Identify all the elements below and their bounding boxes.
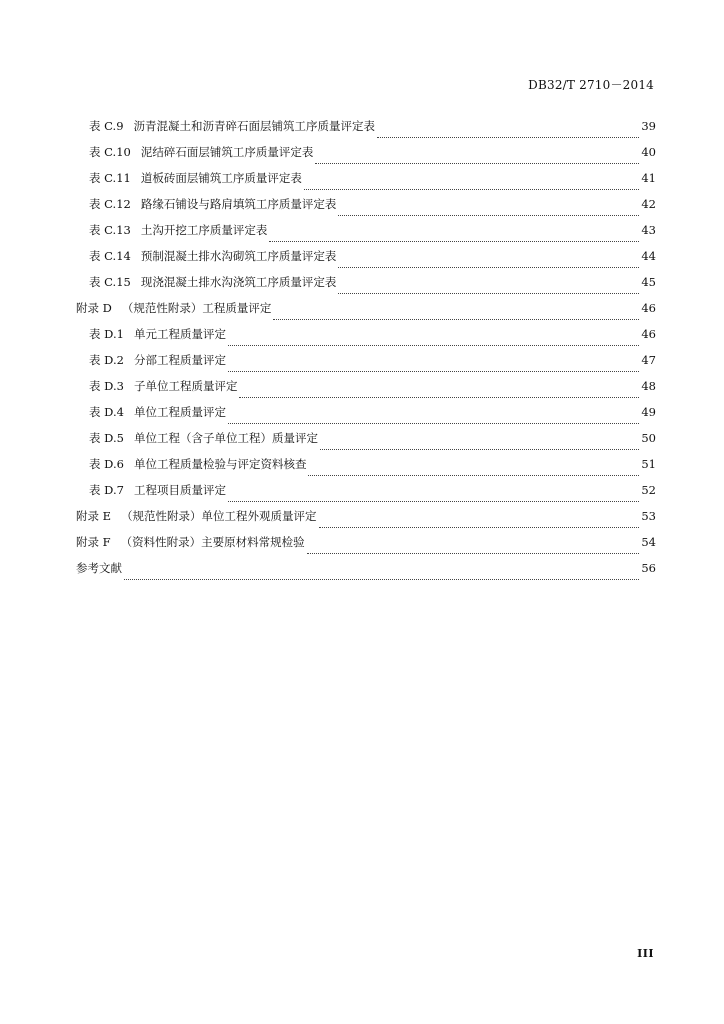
toc-entry-page: 41 [641,171,656,185]
toc-entry-code: 表 C.14 [89,249,131,263]
toc-entry-title: 参考文献 [76,561,122,575]
toc-entry[interactable] [76,533,656,559]
toc-entry-label [76,507,317,525]
toc-entry[interactable] [76,169,656,195]
toc-entry-code: 表 C.12 [89,197,131,211]
toc-entry-label [89,481,226,499]
toc-entry[interactable] [76,403,656,429]
toc-leader-dots [338,293,639,294]
toc-entry-label [89,117,375,135]
toc-leader-dots [228,345,639,346]
toc-entry-label [89,351,226,369]
toc-entry-title: 现浇混凝土排水沟浇筑工序质量评定表 [140,275,337,289]
toc-leader-dots [269,241,639,242]
toc-entry[interactable] [76,273,656,299]
toc-entry-page: 54 [641,535,656,549]
toc-entry-page: 48 [641,379,656,393]
toc-leader-dots [307,553,640,554]
toc-entry-title: 单位工程（含子单位工程）质量评定 [133,431,318,445]
toc-leader-dots [377,137,639,138]
toc-entry-label [89,403,226,421]
toc-entry-code: 表 C.9 [89,119,124,133]
toc-leader-dots [273,319,639,320]
toc-leader-dots [319,527,640,528]
toc-leader-dots [124,579,639,580]
toc-entry-label [76,299,271,317]
toc-entry[interactable] [76,143,656,169]
toc-entry-label [89,143,313,161]
toc-entry-label [89,273,336,291]
toc-entry[interactable] [76,351,656,377]
toc-entry[interactable] [76,429,656,455]
toc-entry-code: 表 C.11 [89,171,131,185]
toc-entry-page: 51 [641,457,656,471]
toc-entry-label [76,559,122,577]
toc-entry-page: 40 [641,145,656,159]
toc-entry-code: 附录 F [76,535,111,549]
toc-entry-page: 46 [641,301,656,315]
toc-entry-code: 表 C.13 [89,223,131,237]
toc-leader-dots [228,423,639,424]
toc-entry[interactable] [76,455,656,481]
toc-leader-dots [315,163,639,164]
page-number: III [637,947,654,960]
toc-entry-code: 表 C.10 [89,145,131,159]
toc-entry-code: 表 D.5 [89,431,124,445]
toc-entry-title: 路缘石铺设与路肩填筑工序质量评定表 [140,197,337,211]
toc-leader-dots [338,215,639,216]
toc-entry-code: 表 D.7 [89,483,124,497]
toc-entry-page: 42 [641,197,656,211]
toc-entry-title: 泥结碎石面层铺筑工序质量评定表 [140,145,314,159]
toc-entry[interactable] [76,117,656,143]
toc-entry-title: 单位工程质量评定 [133,405,226,419]
toc-entry[interactable] [76,325,656,351]
toc-entry[interactable] [76,195,656,221]
toc-leader-dots [228,371,639,372]
toc-leader-dots [228,501,639,502]
toc-entry[interactable] [76,481,656,507]
toc-entry-label [89,221,267,239]
toc-entry-code: 附录 D [76,301,112,315]
toc-entry-page: 45 [641,275,656,289]
toc-entry-title: （规范性附录）单位工程外观质量评定 [121,509,317,523]
document-number: DB32/T 2710－2014 [528,78,654,92]
toc-entry-page: 47 [641,353,656,367]
toc-leader-dots [304,189,640,190]
toc-entry-code: 表 D.2 [89,353,124,367]
toc-entry[interactable] [76,377,656,403]
toc-entry-label [89,429,318,447]
toc-entry[interactable] [76,507,656,533]
toc-entry-title: 子单位工程质量评定 [133,379,238,393]
toc-entry-page: 44 [641,249,656,263]
toc-entry-page: 49 [641,405,656,419]
toc-entry-title: 单元工程质量评定 [133,327,226,341]
toc-entry-page: 50 [641,431,656,445]
toc-entry-label [89,377,237,395]
toc-entry[interactable] [76,559,656,585]
toc-entry-page: 53 [641,509,656,523]
toc-entry[interactable] [76,247,656,273]
toc-entry-title: 道板砖面层铺筑工序质量评定表 [140,171,302,185]
toc-entry-title: 沥青混凝土和沥青碎石面层铺筑工序质量评定表 [133,119,376,133]
toc-entry-title: 预制混凝土排水沟砌筑工序质量评定表 [140,249,337,263]
toc-leader-dots [239,397,639,398]
toc-leader-dots [320,449,639,450]
toc-leader-dots [338,267,639,268]
toc-entry-title: 分部工程质量评定 [133,353,226,367]
toc-leader-dots [308,475,639,476]
toc-entry-code: 表 D.3 [89,379,124,393]
toc-entry-code: 表 C.15 [89,275,131,289]
toc-entry[interactable] [76,299,656,325]
toc-entry-label [89,195,336,213]
toc-entry-page: 39 [641,119,656,133]
toc-entry-label [89,247,336,265]
toc-entry-title: 工程项目质量评定 [133,483,226,497]
toc-entry-title: 单位工程质量检验与评定资料核查 [133,457,307,471]
toc-entry-label [89,325,226,343]
toc-entry-page: 46 [641,327,656,341]
table-of-contents [76,117,656,585]
toc-entry-code: 表 D.1 [89,327,124,341]
toc-entry-title: （资料性附录）主要原材料常规检验 [120,535,305,549]
toc-entry-page: 56 [641,561,656,575]
toc-entry-title: （规范性附录）工程质量评定 [121,301,272,315]
toc-entry-code: 表 D.6 [89,457,124,471]
toc-entry-code: 附录 E [76,509,112,523]
toc-entry-page: 52 [641,483,656,497]
toc-entry-label [89,169,302,187]
toc-entry-title: 土沟开挖工序质量评定表 [140,223,268,237]
toc-entry-code: 表 D.4 [89,405,124,419]
toc-entry-label [89,455,306,473]
toc-entry-label [76,533,305,551]
toc-entry-page: 43 [641,223,656,237]
toc-entry[interactable] [76,221,656,247]
